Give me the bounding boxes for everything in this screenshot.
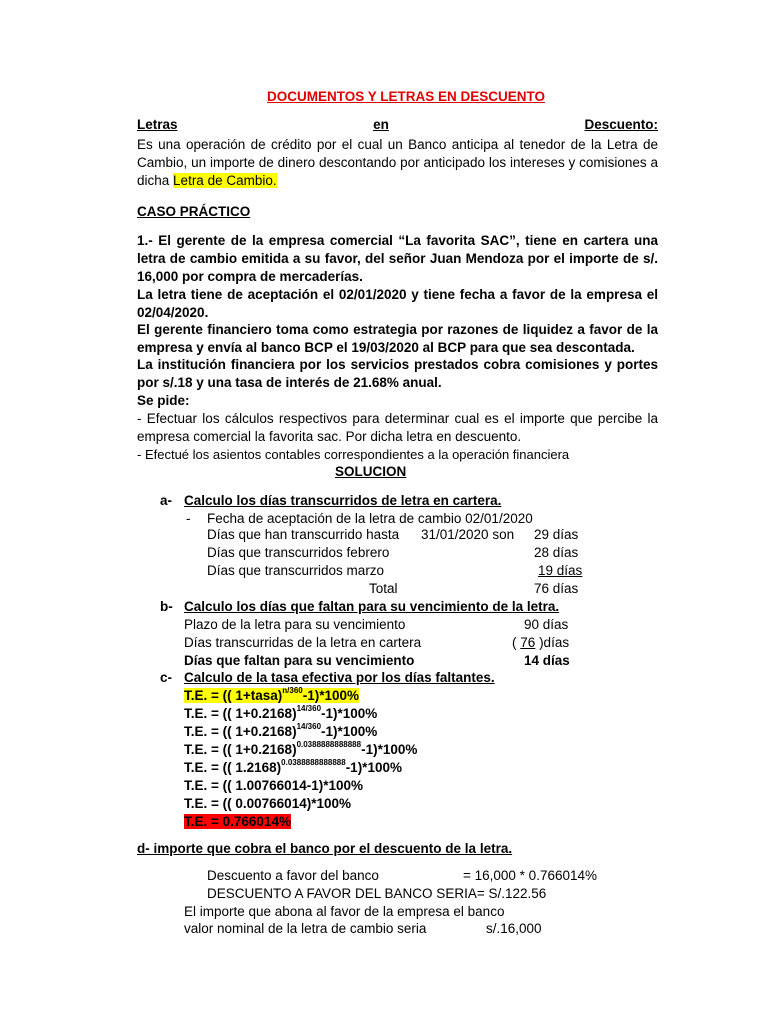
formula-8 <box>184 813 291 831</box>
formula-1 <box>184 687 359 705</box>
formula-1-b: -1)*100% <box>302 688 360 703</box>
intro-heading-word1: Letras <box>137 117 178 132</box>
section-a-line2-val: 29 días <box>534 527 579 542</box>
section-c-marker: c- <box>160 670 173 685</box>
formula-3-sup: 14/360 <box>296 721 322 731</box>
section-a-line2-date: 31/01/2020 son <box>421 527 515 542</box>
formula-2 <box>184 705 377 723</box>
formula-4-sup: 0.0388888888888 <box>296 739 362 749</box>
section-a-title: Calculo los días transcurridos de letra en cartera. <box>184 493 502 508</box>
page-title: DOCUMENTOS Y LETRAS EN DESCUENTO <box>267 89 546 104</box>
formula-3-b: -1)*100% <box>321 724 378 739</box>
section-b-line3-val: 14 días <box>524 653 570 668</box>
intro-body: Es una operación de crédito por el cual un Banco anticipa al tenedor de la Letra de Cambio, un importe de dinero descontando por anticipado los intereses y comisiones a dicha <box>137 137 658 188</box>
intro-heading-word3: Descuento: <box>584 117 658 132</box>
intro-heading <box>137 116 658 134</box>
caso-p3: El gerente financiero toma como estrategia por razones de liquidez a favor de la empresa y envía al banco BCP el 19/03/2020 al BCP para que sea descontada. <box>137 322 658 355</box>
section-a-total-val: 76 días <box>534 581 579 596</box>
formula-5-a: T.E. = (( 1.2168) <box>184 760 282 775</box>
section-b-title: Calculo los días que faltan para su vencimiento de la letra. <box>184 599 560 614</box>
formula-3 <box>184 723 377 741</box>
formula-8-text: T.E. = 0.766014% <box>184 814 291 829</box>
solucion-title: SOLUCION <box>335 464 407 479</box>
section-b-line2-close: )días <box>539 635 570 650</box>
section-a-marker: a- <box>160 493 173 508</box>
intro-heading-word2: en <box>373 117 389 132</box>
formula-2-sup: 14/360 <box>296 703 322 713</box>
se-pide: Se pide: <box>137 393 190 408</box>
section-d-line1-label: Descuento a favor del banco <box>207 868 379 883</box>
formula-5-b: -1)*100% <box>345 760 402 775</box>
caso-title: CASO PRÁCTICO <box>137 204 251 219</box>
formula-7: T.E. = (( 0.00766014)*100% <box>184 796 351 811</box>
intro-highlight: Letra de Cambio. <box>173 173 277 188</box>
formula-3-a: T.E. = (( 1+0.2168) <box>184 724 297 739</box>
formula-4 <box>184 741 417 759</box>
formula-2-b: -1)*100% <box>321 706 378 721</box>
section-a-line4-val: 19 días <box>538 563 583 578</box>
section-d-line4-val: s/.16,000 <box>486 921 542 936</box>
formula-4-b: -1)*100% <box>361 742 418 757</box>
section-a-line4-label: Días que transcurridos marzo <box>207 563 385 578</box>
section-b-line2-label: Días transcurridas de la letra en cartera <box>184 635 422 650</box>
section-b-line2-num: 76 <box>520 635 536 650</box>
caso-req1: - Efectuar los cálculos respectivos para determinar cual es el importe que percibe la empresa comercial la favorita sac. Por dicha letra en descuento. <box>137 411 658 444</box>
section-a-line3-val: 28 días <box>534 545 579 560</box>
section-b-line2-open: ( <box>512 635 517 650</box>
section-a-total-label: Total <box>369 581 398 596</box>
formula-6: T.E. = (( 1.00766014-1)*100% <box>184 778 363 793</box>
section-b-line1-val: 90 días <box>524 617 569 632</box>
section-a-line1: Fecha de aceptación de la letra de cambio 02/01/2020 <box>207 511 533 526</box>
formula-2-a: T.E. = (( 1+0.2168) <box>184 706 297 721</box>
section-a-line3-label: Días que transcurridos febrero <box>207 545 390 560</box>
section-d-title: d- importe que cobra el banco por el descuento de la letra. <box>137 841 513 856</box>
formula-4-a: T.E. = (( 1+0.2168) <box>184 742 297 757</box>
caso-p2: La letra tiene de aceptación el 02/01/2020 y tiene fecha a favor de la empresa el 02/04/2020. <box>137 287 658 320</box>
formula-5-sup: 0.0388888888888 <box>281 757 346 767</box>
caso-p1: 1.- El gerente de la empresa comercial “La favorita SAC”, tiene en cartera una letra de cambio emitida a su favor, del señor Juan Mendoza por el importe de s/. 16,000 por compra de mercaderías. <box>137 233 658 284</box>
section-a-dash: - <box>186 511 191 526</box>
formula-1-a: T.E. = (( 1+tasa) <box>184 688 283 703</box>
section-a-line2-label: Días que han transcurrido hasta <box>207 527 400 542</box>
section-b-marker: b- <box>160 599 173 614</box>
section-b-line3-label: Días que faltan para su vencimiento <box>184 653 415 668</box>
formula-5 <box>184 759 402 777</box>
section-d-line4-label: valor nominal de la letra de cambio seria <box>184 921 427 936</box>
section-b-line1-label: Plazo de la letra para su vencimiento <box>184 617 406 632</box>
section-b-line2-val <box>512 634 569 652</box>
caso-req2: - Efectué los asientos contables correspondientes a la operación financiera <box>137 447 570 462</box>
caso-p4: La institución financiera por los servicios prestados cobra comisiones y portes por s/.18 y una tasa de interés de 21.68% anual. <box>137 357 658 390</box>
section-d-line2: DESCUENTO A FAVOR DEL BANCO SERIA= S/.122.56 <box>207 886 547 901</box>
formula-1-sup: n/360 <box>282 685 303 695</box>
section-d-line3: El importe que abona al favor de la empresa el banco <box>184 904 505 919</box>
section-d-line1-val: = 16,000 * 0.766014% <box>463 868 597 883</box>
intro-paragraph <box>137 136 658 190</box>
section-c-title: Calculo de la tasa efectiva por los días faltantes. <box>184 670 495 685</box>
